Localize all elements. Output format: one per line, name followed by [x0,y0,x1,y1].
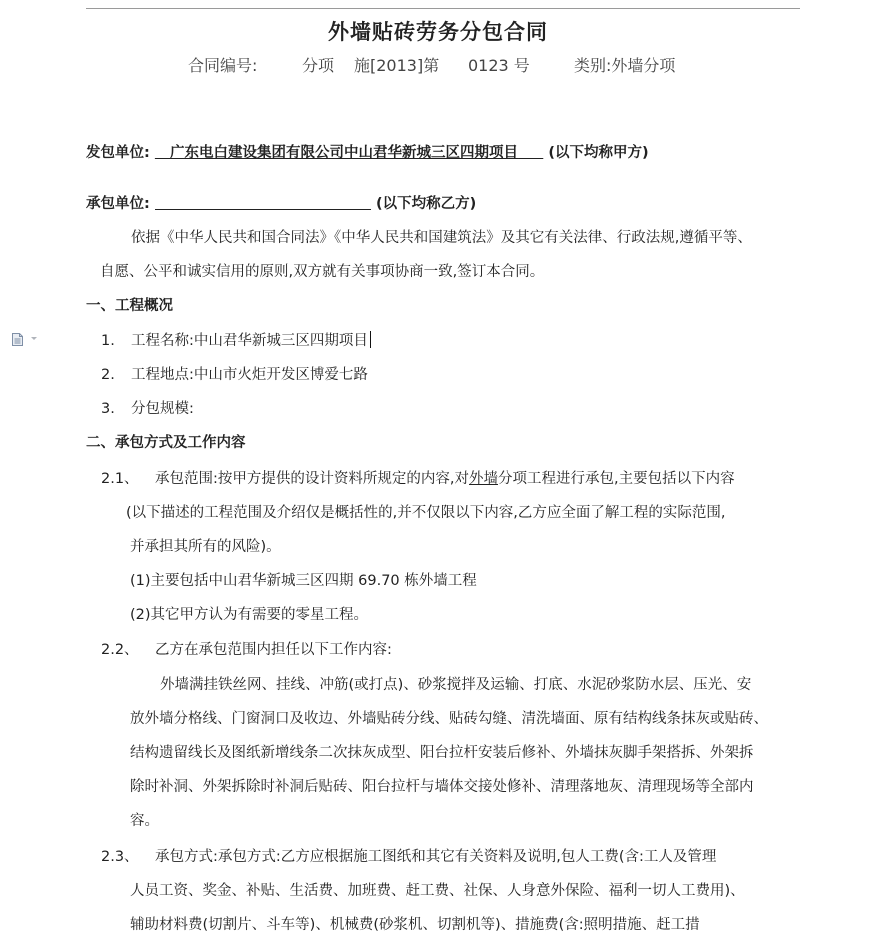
clause-2-2-line-1: 乙方在承包范围内担任以下工作内容: [155,642,392,658]
clause-2-1-number: 2.1、 [101,471,139,487]
margin-marker[interactable] [12,333,38,347]
contract-number-label: 合同编号: [188,56,258,75]
project-name[interactable]: 工程名称:中山君华新城三区四期项目 [131,331,371,351]
document-title: 外墙贴砖劳务分包合同 [328,20,548,44]
project-location: 工程地点:中山市火炬开发区博爱七路 [131,367,368,383]
section-1-heading: 一、工程概况 [86,298,173,314]
clause-2-2-para-line: 外墙满挂铁丝网、挂线、冲筋(或打点)、砂浆搅拌及运输、打底、水泥砂浆防水层、压光、安 [160,677,752,693]
clause-2-2-para-line: 容。 [130,813,159,829]
party-b-line [86,193,476,214]
clause-2-3-number: 2.3、 [101,849,139,865]
clause-2-1-sub-2: (2)其它甲方认为有需要的零星工程。 [130,607,369,623]
list-item: 3. [101,401,115,417]
party-b-suffix: (以下均称乙方) [375,196,477,212]
contract-code-part2: 施[2013]第 [354,56,440,75]
party-a-label: 发包单位: [86,145,150,161]
clause-2-1-line-3: 并承担其所有的风险)。 [130,539,281,555]
clause-2-3-line: 辅助材料费(切割片、斗车等)、机械费(砂浆机、切割机等)、措施费(含:照明措施、赶工措 [130,917,700,933]
list-item: 1. [101,333,115,349]
preamble-line-1: 依据《中华人民共和国合同法》《中华人民共和国建筑法》及其它有关法律、行政法规,遵循平等、 [131,230,752,246]
party-a-line [86,143,649,163]
clause-2-1-line-2: (以下描述的工程范围及介绍仅是概括性的,并不仅限以下内容,乙方应全面了解工程的实际范围, [126,505,726,521]
clause-2-2-para-line: 放外墙分格线、门窗洞口及收边、外墙贴砖分线、贴砖勾缝、清洗墙面、原有结构线条抹灰或贴砖、 [130,711,768,727]
clause-2-2-para-line: 结构遗留线长及图纸新增线条二次抹灰成型、阳台拉杆安装后修补、外墙抹灰脚手架搭拆、外架拆 [130,745,754,761]
document-icon[interactable] [12,333,23,346]
clause-2-1-sub-1: (1)主要包括中山君华新城三区四期 69.70 栋外墙工程 [130,573,477,589]
chevron-down-icon[interactable] [31,337,37,340]
party-a-suffix: (以下均称甲方) [548,145,649,161]
party-a-name: 广东电白建设集团有限公司中山君华新城三区四期项目 [170,145,519,161]
section-2-heading: 二、承包方式及工作内容 [86,435,246,451]
project-scale: 分包规模: [131,401,194,417]
preamble-line-2: 自愿、公平和诚实信用的原则,双方就有关事项协商一致,签订本合同。 [100,264,545,280]
top-rule [86,8,800,9]
clause-2-3-line: 人员工资、奖金、补贴、生活费、加班费、赶工费、社保、人身意外保险、福利一切人工费用)、 [130,883,745,899]
party-b-label: 承包单位: [86,196,150,212]
contract-code-part3: 0123 号 [468,56,530,75]
contract-code-part1: 分项 [302,56,335,75]
clause-2-2-para-line: 除时补洞、外架拆除时补洞后贴砖、阳台拉杆与墙体交接处修补、清理落地灰、清理现场等全部内 [130,779,754,795]
clause-2-2-number: 2.2、 [101,642,139,658]
contract-category: 类别:外墙分项 [574,56,676,75]
party-b-blank[interactable] [155,193,371,210]
clause-2-1-line-1: 承包范围:按甲方提供的设计资料所规定的内容,对外墙分项工程进行承包,主要包括以下内容 [155,471,735,487]
list-item: 2. [101,367,115,383]
text-cursor [370,331,371,348]
clause-2-3-line: 承包方式:承包方式:乙方应根据施工图纸和其它有关资料及说明,包人工费(含:工人及管理 [155,849,717,865]
